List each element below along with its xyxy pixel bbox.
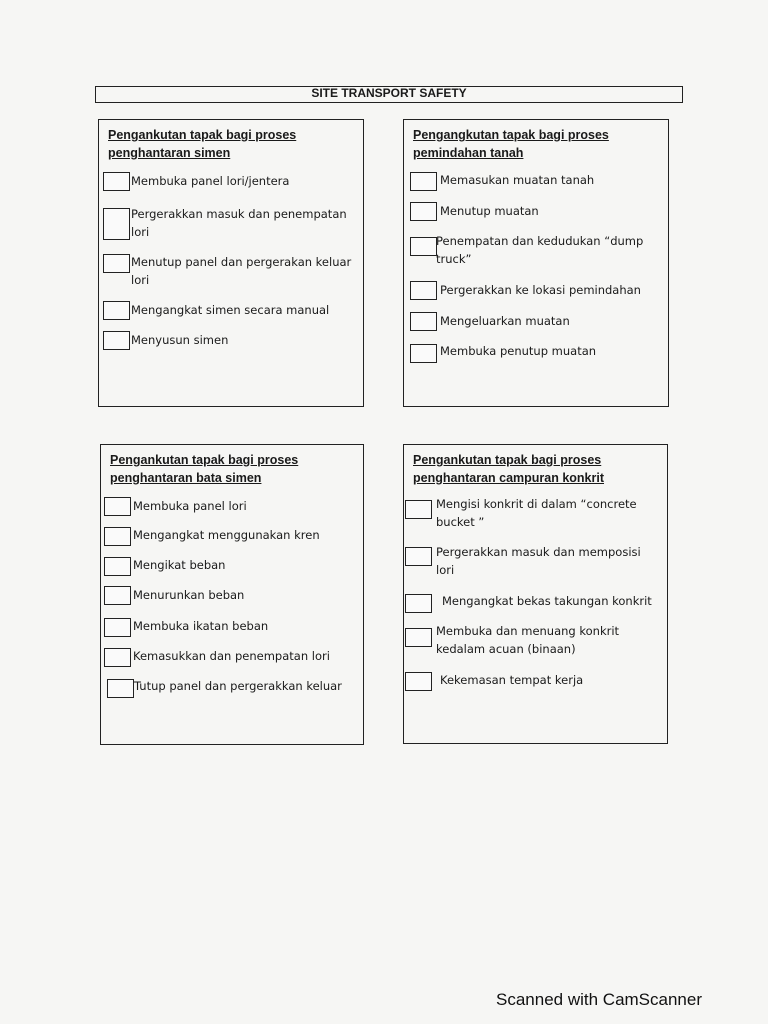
item-label: Mengangkat simen secara manual	[131, 303, 330, 317]
checkbox[interactable]	[103, 254, 130, 273]
item-label: Pergerakkan ke lokasi pemindahan	[440, 283, 641, 297]
section-heading: Pengangkutan tapak bagi proses pemindahan tanah	[413, 128, 609, 160]
checkbox[interactable]	[107, 679, 134, 698]
checkbox[interactable]	[410, 344, 437, 363]
checkbox[interactable]	[410, 237, 437, 256]
checkbox[interactable]	[405, 628, 432, 647]
item-label: Mengangkat bekas takungan konkrit	[442, 594, 652, 608]
checkbox[interactable]	[405, 547, 432, 566]
item-label: Menyusun simen	[131, 333, 229, 347]
item-label: Membuka penutup muatan	[440, 344, 597, 358]
section-heading: Pengankutan tapak bagi proses penghantaran bata simen	[110, 453, 299, 485]
checkbox[interactable]	[104, 648, 131, 667]
item-label: Membuka dan menuang konkrit kedalam acuan (binaan)	[436, 624, 620, 656]
document-title: SITE TRANSPORT SAFETY	[95, 86, 683, 103]
item-label: Menurunkan beban	[133, 588, 245, 602]
scanner-watermark: Scanned with CamScanner	[496, 990, 703, 1009]
item-label: Membuka panel lori	[133, 499, 247, 513]
checkbox[interactable]	[405, 500, 432, 519]
item-label: Mengikat beban	[133, 558, 226, 572]
checkbox[interactable]	[405, 672, 432, 691]
checkbox[interactable]	[104, 618, 131, 637]
item-label: Tutup panel dan pergerakkan keluar	[134, 679, 342, 693]
checkbox[interactable]	[410, 312, 437, 331]
checkbox[interactable]	[104, 527, 131, 546]
checkbox[interactable]	[104, 497, 131, 516]
checkbox[interactable]	[103, 331, 130, 350]
item-label: Membuka panel lori/jentera	[131, 174, 290, 188]
section-earth-removal	[403, 119, 669, 407]
item-label: Menutup muatan	[440, 204, 539, 218]
checkbox[interactable]	[410, 281, 437, 300]
checkbox[interactable]	[103, 172, 130, 191]
item-label: Pergerakkan masuk dan penempatan lori	[131, 207, 347, 239]
item-label: Mengangkat menggunakan kren	[133, 528, 320, 542]
item-label: Kemasukkan dan penempatan lori	[133, 649, 330, 663]
item-label: Menutup panel dan pergerakan keluar lori	[131, 255, 352, 287]
item-label: Mengisi konkrit di dalam “concrete bucket ”	[436, 497, 637, 529]
section-heading: Pengankutan tapak bagi proses penghantaran campuran konkrit	[413, 453, 605, 485]
checkbox[interactable]	[405, 594, 432, 613]
section-cement-brick-delivery	[100, 444, 364, 745]
checkbox[interactable]	[104, 557, 131, 576]
section-concrete-delivery	[403, 444, 668, 744]
checkbox[interactable]	[104, 586, 131, 605]
item-label: Kekemasan tempat kerja	[440, 673, 584, 687]
item-label: Pergerakkan masuk dan memposisi lori	[436, 545, 641, 577]
checkbox[interactable]	[410, 172, 437, 191]
item-label: Mengeluarkan muatan	[440, 314, 570, 328]
checkbox[interactable]	[103, 208, 130, 240]
checkbox[interactable]	[410, 202, 437, 221]
item-label: Penempatan dan kedudukan “dump truck”	[436, 234, 644, 266]
section-cement-delivery	[98, 119, 364, 407]
section-heading: Pengankutan tapak bagi proses penghantaran simen	[108, 128, 297, 160]
item-label: Memasukan muatan tanah	[440, 173, 595, 187]
item-label: Membuka ikatan beban	[133, 619, 269, 633]
checkbox[interactable]	[103, 301, 130, 320]
